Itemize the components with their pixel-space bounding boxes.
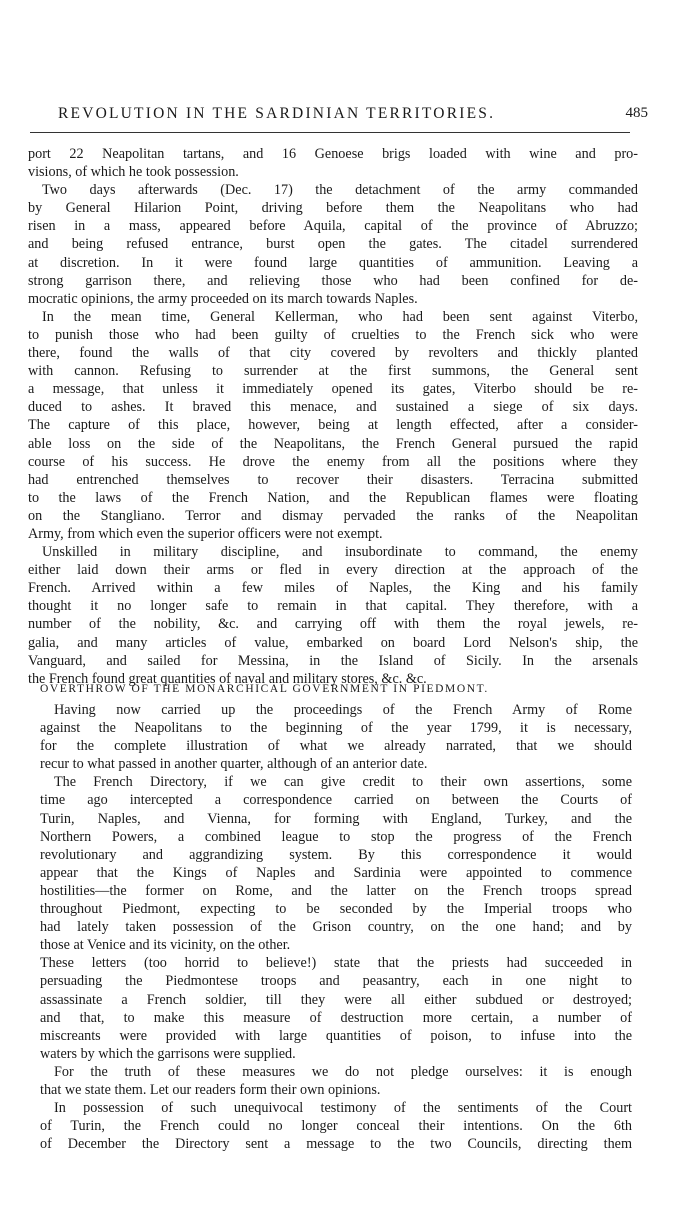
text-line: recur to what passed in another quarter, although of an anterior date. (40, 756, 428, 773)
text-line: to punish those who had been guilty of cruelties to the French sick who were (28, 326, 638, 343)
text-line: time ago intercepted a correspondence carried on between the Courts of (40, 792, 632, 809)
text-line: and being refused entrance, burst open the gates. The citadel surrendered (28, 236, 638, 253)
text-line: In possession of such unequivocal testimony of the sentiments of the Court (54, 1100, 632, 1117)
text-line: strong garrison there, and relieving those who had been confined for de- (28, 272, 638, 289)
text-line: by General Hilarion Point, driving before them the Neapolitans who had (28, 200, 638, 217)
text-line: visions, of which he took possession. (28, 164, 239, 181)
text-line: These letters (too horrid to believe!) state that the priests had succeeded in (40, 955, 632, 972)
text-line: on the Stangliano. Terror and dismay pervaded the ranks of the Neapolitan (28, 507, 638, 524)
text-line: that we state them. Let our readers form their own opinions. (40, 1081, 381, 1098)
text-line: duced to ashes. It braved this menace, and sustained a siege of six days. (28, 399, 638, 416)
text-line: a message, that unless it immediately opened its gates, Viterbo should be re- (28, 381, 638, 398)
text-line: with cannon. Refusing to surrender at the first summons, the General sent (28, 363, 638, 380)
text-line: throughout Piedmont, expecting to be seconded by the Imperial troops who (40, 901, 632, 918)
section-2-text (40, 678, 632, 1153)
text-line: either laid down their arms or fled in every direction at the approach of the (28, 562, 638, 579)
header-rule (30, 132, 630, 133)
text-line: waters by which the garrisons were supplied. (40, 1045, 296, 1062)
text-line: Two days afterwards (Dec. 17) the detachment of the army commanded (42, 182, 638, 199)
text-line: and that, to make this measure of destruction more certain, a number of (40, 1009, 632, 1026)
section-1-text (28, 145, 638, 688)
text-line: port 22 Neapolitan tartans, and 16 Genoese brigs loaded with wine and pro- (28, 146, 638, 162)
text-line: risen in a mass, appeared before Aquila, capital of the province of Abruzzo; (28, 218, 638, 235)
text-line: revolutionary and aggrandizing system. By this correspondence it would (40, 846, 632, 863)
text-line: For the truth of these measures we do not pledge ourselves: it is enough (54, 1063, 632, 1080)
text-line: Vanguard, and sailed for Messina, in the Island of Sicily. In the arsenals (28, 652, 638, 669)
section-heading: OVERTHROW OF THE MONARCHICAL GOVERNMENT IN PIEDMONT. (40, 683, 489, 695)
text-line: Army, from which even the superior officers were not exempt. (28, 525, 383, 542)
text-line: persuading the Piedmontese troops and peasantry, each in one night to (40, 973, 632, 990)
text-line: mocratic opinions, the army proceeded on its march towards Naples. (28, 290, 418, 307)
text-line: course of his success. He drove the enemy from all the positions where they (28, 453, 638, 470)
text-line: those at Venice and its vicinity, on the other. (40, 937, 291, 954)
running-title: REVOLUTION IN THE SARDINIAN TERRITORIES. (58, 105, 496, 122)
text-line: French. Arrived within a few miles of Naples, the King and his family (28, 580, 638, 597)
text-line: In the mean time, General Kellerman, who had been sent against Viterbo, (42, 308, 638, 325)
text-line: the French found great quantities of naval and military stores, &c. &c. (28, 670, 427, 687)
text-line: The French Directory, if we can give credit to their own assertions, some (54, 774, 632, 791)
text-line: had entrenched themselves to recover their disasters. Terracina submitted (28, 471, 638, 488)
text-line: against the Neapolitans to the beginning of the year 1799, it is necessary, (40, 720, 632, 737)
text-line: of December the Directory sent a message to the two Councils, directing them (40, 1136, 632, 1153)
text-line: number of the nobility, &c. and carrying off with them the royal jewels, re- (28, 616, 638, 633)
text-line: able loss on the side of the Neapolitans, the French General pursued the rapid (28, 435, 638, 452)
page-number: 485 (625, 105, 648, 121)
text-line: The capture of this place, however, being at length effected, after a consider- (28, 417, 638, 434)
text-line: Northern Powers, a combined league to stop the progress of the French (40, 828, 632, 845)
text-line: hostilities—the former on Rome, and the latter on the French troops spread (40, 882, 632, 899)
text-line: had lately taken possession of the Grison country, on the one hand; and by (40, 919, 632, 936)
text-line: galia, and many articles of value, embarked on board Lord Nelson's ship, the (28, 634, 638, 651)
text-line: appear that the Kings of Naples and Sardinia were appointed to commence (40, 864, 632, 881)
text-line: Turin, Naples, and Vienna, for forming with England, Turkey, and the (40, 810, 632, 827)
text-line: there, found the walls of that city covered by revolters and thickly planted (28, 345, 638, 362)
text-line: thought it no longer safe to remain in that capital. They therefore, with a (28, 598, 638, 615)
text-line: Unskilled in military discipline, and insubordinate to command, the enemy (42, 544, 638, 561)
text-line: at discretion. In it were found large quantities of ammunition. Leaving a (28, 254, 638, 271)
text-line: miscreants were provided with large quantities of poison, to infuse into the (40, 1027, 632, 1044)
text-line: of Turin, the French could no longer conceal their intentions. On the 6th (40, 1118, 632, 1135)
text-line: for the complete illustration of what we already narrated, that we should (40, 738, 632, 755)
text-line: Having now carried up the proceedings of the French Army of Rome (54, 702, 632, 718)
text-line: assassinate a French soldier, till they were all either subdued or destroyed; (40, 991, 632, 1008)
text-line: to the laws of the French Nation, and the Republican flames were floating (28, 489, 638, 506)
